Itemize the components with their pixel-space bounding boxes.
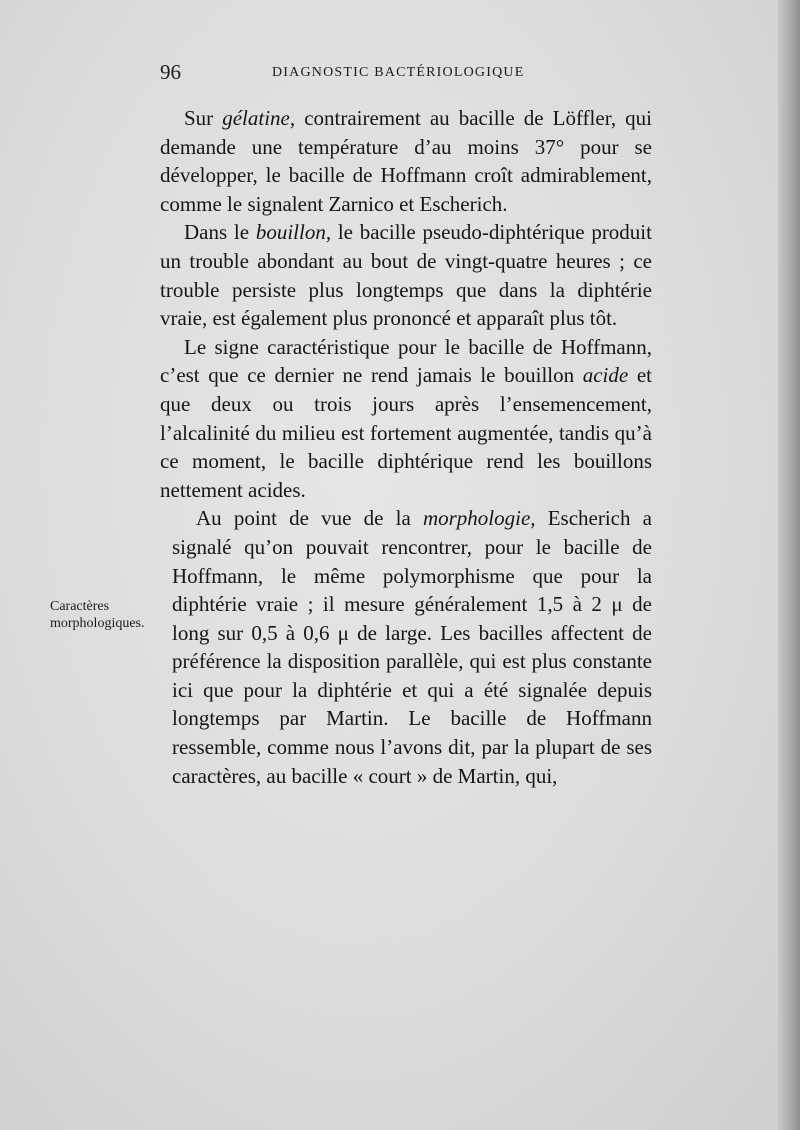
body-text — [160, 104, 652, 790]
italic-term: morphologie, — [422, 506, 536, 531]
margin-note: Caractères morphologiques. — [50, 599, 145, 631]
paragraph: Sur gélatine, contrairement au bacille de Löffler, qui demande une température d’au moins 37° pour se développer, le bacille de Hoffmann croît admirablement, comme le signalent Zarnico et Escherich. — [160, 106, 652, 216]
paragraph: Dans le bouillon, le bacille pseudo-diphtérique produit un trouble abondant au bout de vingt-quatre heures ; ce trouble persiste plus longtemps que dans la diphtérie vraie, est également plus prononcé et apparaît plus tôt. — [160, 220, 652, 331]
running-head: DIAGNOSTIC BACTÉRIOLOGIQUE — [272, 65, 525, 80]
page-edge-shadow — [778, 0, 800, 1130]
paragraph: Au point de vue de la morphologie, Escherich a signalé qu’on pouvait rencontrer, pour le bacille de Hoffmann, le même polymorphisme que pour la diphtérie vraie ; il mesure généralement 1,5 à 2 μ de long sur 0,5 à 0,6 μ de large. Les bacilles affectent de préférence la disposition parallèle, qui est plus constante ici que pour la diphtérie et qui a été signalée depuis longtemps par Martin. Le bacille de Hoffmann ressemble, comme nous l’avons dit, par la plupart de ses caractères, au bacille « court » de Martin, qui, — [172, 506, 652, 788]
italic-term: acide — [582, 363, 629, 388]
page-header — [160, 60, 640, 90]
page-number: 96 — [160, 60, 181, 84]
paragraph: Le signe caractéristique pour le bacille de Hoffmann, c’est que ce dernier ne rend jamais le bouillon acide et que deux ou trois jours après l’ensemencement, l’alcalinité du milieu est fortement augmentée, tandis qu’à ce moment, le bacille diphtérique rend les bouillons nettement acides. — [160, 334, 652, 502]
italic-term: gélatine, — [222, 106, 296, 130]
italic-term: bouillon, — [255, 220, 332, 245]
